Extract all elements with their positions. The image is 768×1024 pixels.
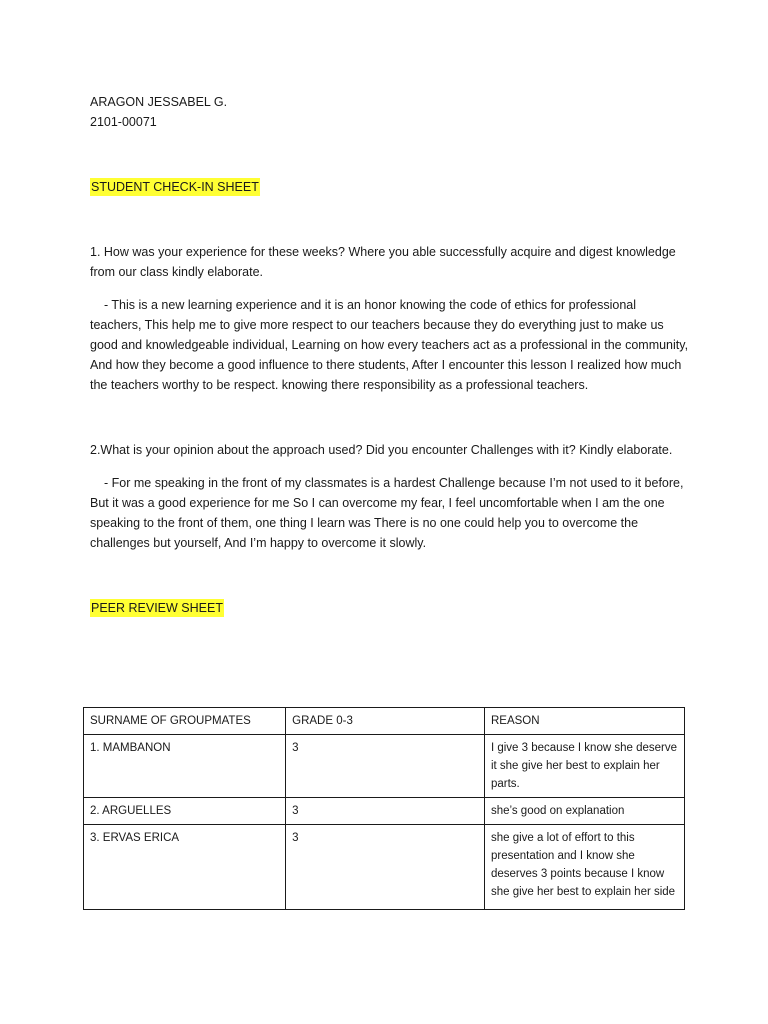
row-surname: 2. ARGUELLES (84, 798, 286, 825)
row-surname: 3. ERVAS ERICA (84, 825, 286, 910)
row-grade: 3 (286, 735, 485, 798)
peer-review-table (83, 707, 685, 910)
question-2: 2.What is your opinion about the approach used? Did you encounter Challenges with it? Kindly elaborate. (90, 443, 673, 457)
check-in-title: STUDENT CHECK-IN SHEET (91, 180, 259, 194)
header-surname: SURNAME OF GROUPMATES (84, 708, 286, 735)
document-page (90, 92, 690, 618)
row-surname: 1. MAMBANON (84, 735, 286, 798)
answer-1: - This is a new learning experience and it is an honor knowing the code of ethics for professional teachers, This help me to give more respect to our teachers because they do everything just to make us good and knowledgeable individual, Learning on how every teachers act as a professional in the community, And how they become a good influence to there students, After I encounter this lesson I realized how much the teachers worthy to be respect. knowing there responsibility as a professional teachers. (90, 298, 689, 392)
check-in-heading (90, 177, 690, 197)
table-row (84, 798, 685, 825)
row-grade: 3 (286, 825, 485, 910)
table-header-row (84, 708, 685, 735)
answer-2: - For me speaking in the front of my classmates is a hardest Challenge because I’m not used to it before, But it was a good experience for me So I can overcome my fear, I feel uncomfortable when I am the one speaking to the front of them, one thing I learn was There is no one could help you to overcome the challenges but yourself, And I’m happy to overcome it slowly. (90, 476, 684, 550)
peer-review-heading (90, 598, 690, 618)
row-reason: she give a lot of effort to this presentation and I know she deserves 3 points because I know she give her best to explain her side (484, 825, 684, 910)
header-grade: GRADE 0-3 (286, 708, 485, 735)
student-id: 2101-00071 (90, 115, 157, 129)
student-name: ARAGON JESSABEL G. (90, 95, 228, 109)
row-reason: I give 3 because I know she deserve it she give her best to explain her parts. (484, 735, 684, 798)
table-row (84, 825, 685, 910)
table-row (84, 735, 685, 798)
row-reason: she’s good on explanation (484, 798, 684, 825)
peer-review-title: PEER REVIEW SHEET (91, 601, 223, 615)
question-1: 1. How was your experience for these weeks? Where you able successfully acquire and digest knowledge from our class kindly elaborate. (90, 245, 676, 279)
header-reason: REASON (484, 708, 684, 735)
row-grade: 3 (286, 798, 485, 825)
